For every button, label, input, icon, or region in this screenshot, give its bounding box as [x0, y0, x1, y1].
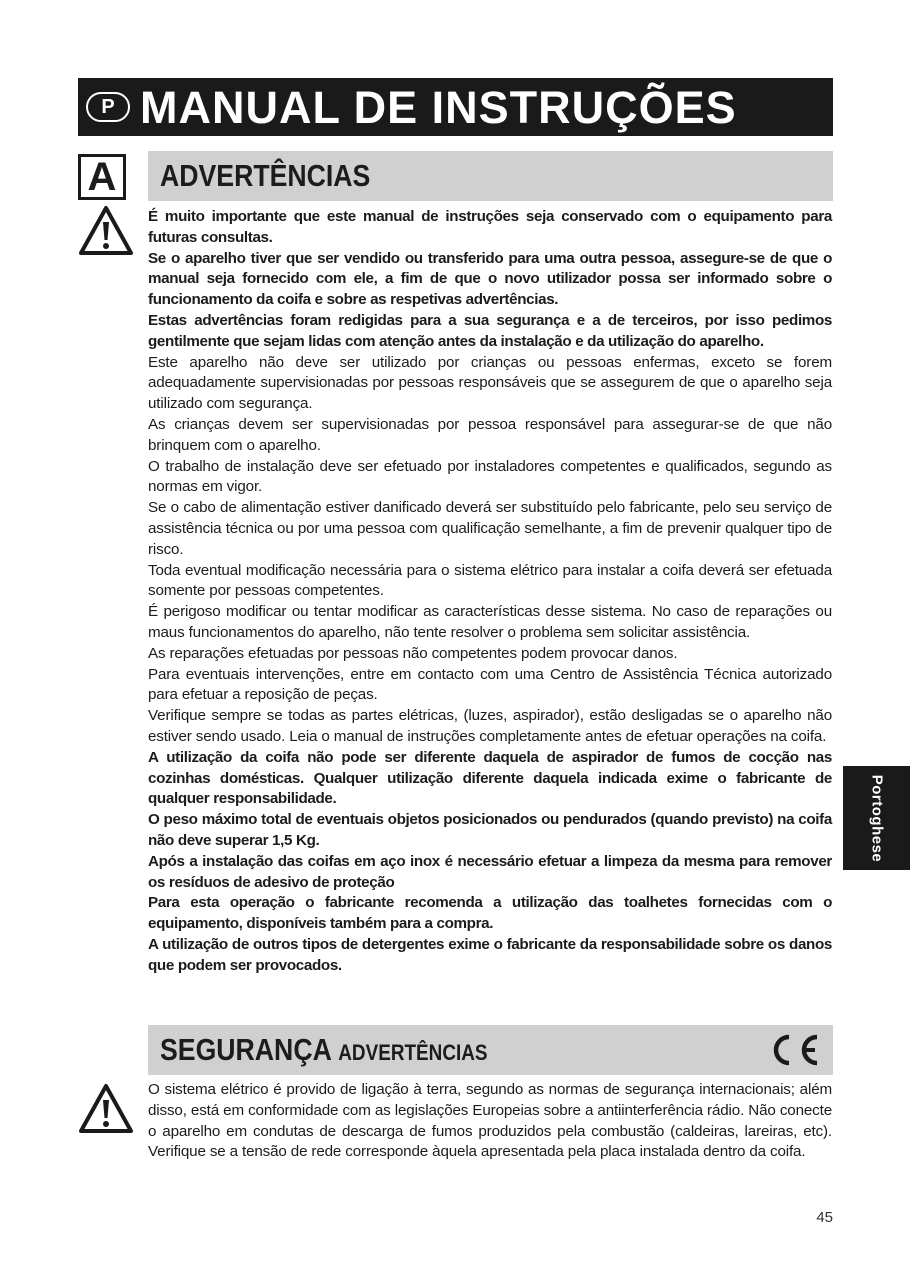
- safety-heading-sub: ADVERTÊNCIAS: [338, 1040, 488, 1065]
- language-badge: P: [86, 92, 130, 122]
- warnings-body: [148, 207, 832, 976]
- warning-paragraph: É perigoso modificar ou tentar modificar as características desse sistema. No caso de reparações ou maus funcionamentos do aparelho, não tente resolver o problema sem solicitar assistência.: [148, 603, 832, 641]
- page-number: 45: [816, 1209, 833, 1226]
- manual-title-bar: [78, 78, 833, 136]
- safety-section-header: [148, 1025, 833, 1075]
- safety-heading-main: SEGURANÇA: [160, 1032, 331, 1067]
- safety-paragraph: O sistema elétrico é provido de ligação à terra, segundo as normas de segurança internacionais; além disso, está em conformidade com as legislações Europeias sobre a antiinterferência rádio. Não conecte o aparelho em condutas de descarga de fumos produzidos pela combustão (caldeiras, lareiras, etc). Verifique se a tensão de rede corresponde àquela apresentada pela placa instalada dentro da coifa.: [148, 1081, 832, 1161]
- ce-mark-icon: [767, 1032, 821, 1068]
- warning-paragraph: A utilização de outros tipos de detergentes exime o fabricante da responsabilidade sobre os danos que podem ser provocados.: [148, 935, 832, 974]
- warning-paragraph: Se o cabo de alimentação estiver danificado deverá ser substituído pelo fabricante, pelo seu serviço de assistência técnica ou por uma pessoa com qualificação semelhante, a fim de prevenir qualquer tipo de risco.: [148, 499, 832, 558]
- warning-paragraph: Verifique sempre se todas as partes elétricas, (luzes, aspirador), estão desligadas se o aparelho não estiver sendo usado. Leia o manual de instruções completamente antes de efetuar operações na coifa.: [148, 707, 832, 745]
- warning-icon: [78, 204, 134, 256]
- warning-paragraph: Para esta operação o fabricante recomenda a utilização das toalhetes fornecidas com o equipamento, disponíveis também para a compra.: [148, 894, 832, 933]
- warning-paragraph: Estas advertências foram redigidas para a sua segurança e a de terceiros, por isso pedimos gentilmente que sejam lidas com atenção antes da instalação e da utilização do aparelho.: [148, 311, 832, 350]
- page-title: MANUAL DE INSTRUÇÕES: [140, 81, 737, 133]
- warning-paragraph: Se o aparelho tiver que ser vendido ou transferido para uma outra pessoa, assegure-se de que o manual seja fornecido com ele, a fim de que o novo utilizador possa ser informado sobre o funcionamento da coifa e sobre as respetivas advertências.: [148, 249, 832, 309]
- warning-paragraph: As crianças devem ser supervisionadas por pessoa responsável para assegurar-se de que não brinquem com o aparelho.: [148, 415, 832, 454]
- warning-paragraph: Este aparelho não deve ser utilizado por crianças ou pessoas enfermas, exceto se forem adequadamente supervisionadas por pessoas responsáveis que se assegurem de que o aparelho seja utilizado com segurança.: [148, 353, 832, 413]
- side-tab-label: Portoghese: [868, 774, 886, 862]
- warning-paragraph: As reparações efetuadas por pessoas não competentes podem provocar danos.: [148, 644, 678, 662]
- warning-paragraph: Após a instalação das coifas em aço inox é necessário efetuar a limpeza da mesma para remover os resíduos de adesivo de proteção: [148, 852, 832, 891]
- warning-paragraph: Toda eventual modificação necessária para o sistema elétrico para instalar a coifa deverá ser efetuada somente por pessoas competentes.: [148, 561, 832, 600]
- warning-paragraph: A utilização da coifa não pode ser diferente daquela de aspirador de fumos de cocção nas cozinhas domésticas. Qualquer utilização diferente daquela indicada exime o fabricante de qualquer responsabilidade.: [148, 748, 832, 808]
- warning-paragraph: Para eventuais intervenções, entre em contacto com uma Centro de Assistência Técnica autorizado para efetuar a reposição de peças.: [148, 665, 832, 704]
- section-letter-box: A: [78, 154, 126, 200]
- warning-paragraph: O peso máximo total de eventuais objetos posicionados ou pendurados (quando previsto) na coifa não deve superar 1,5 Kg.: [148, 811, 832, 849]
- warnings-heading: ADVERTÊNCIAS: [160, 158, 371, 193]
- warning-icon: [78, 1082, 134, 1134]
- language-side-tab: [843, 766, 910, 870]
- warnings-section-header: [148, 151, 833, 201]
- warning-paragraph: O trabalho de instalação deve ser efetuado por instaladores competentes e qualificados, segundo as normas em vigor.: [148, 457, 832, 496]
- safety-heading: [160, 1032, 488, 1068]
- safety-body: [148, 1080, 832, 1163]
- warning-paragraph: É muito importante que este manual de instruções seja conservado com o equipamento para futuras consultas.: [148, 208, 832, 246]
